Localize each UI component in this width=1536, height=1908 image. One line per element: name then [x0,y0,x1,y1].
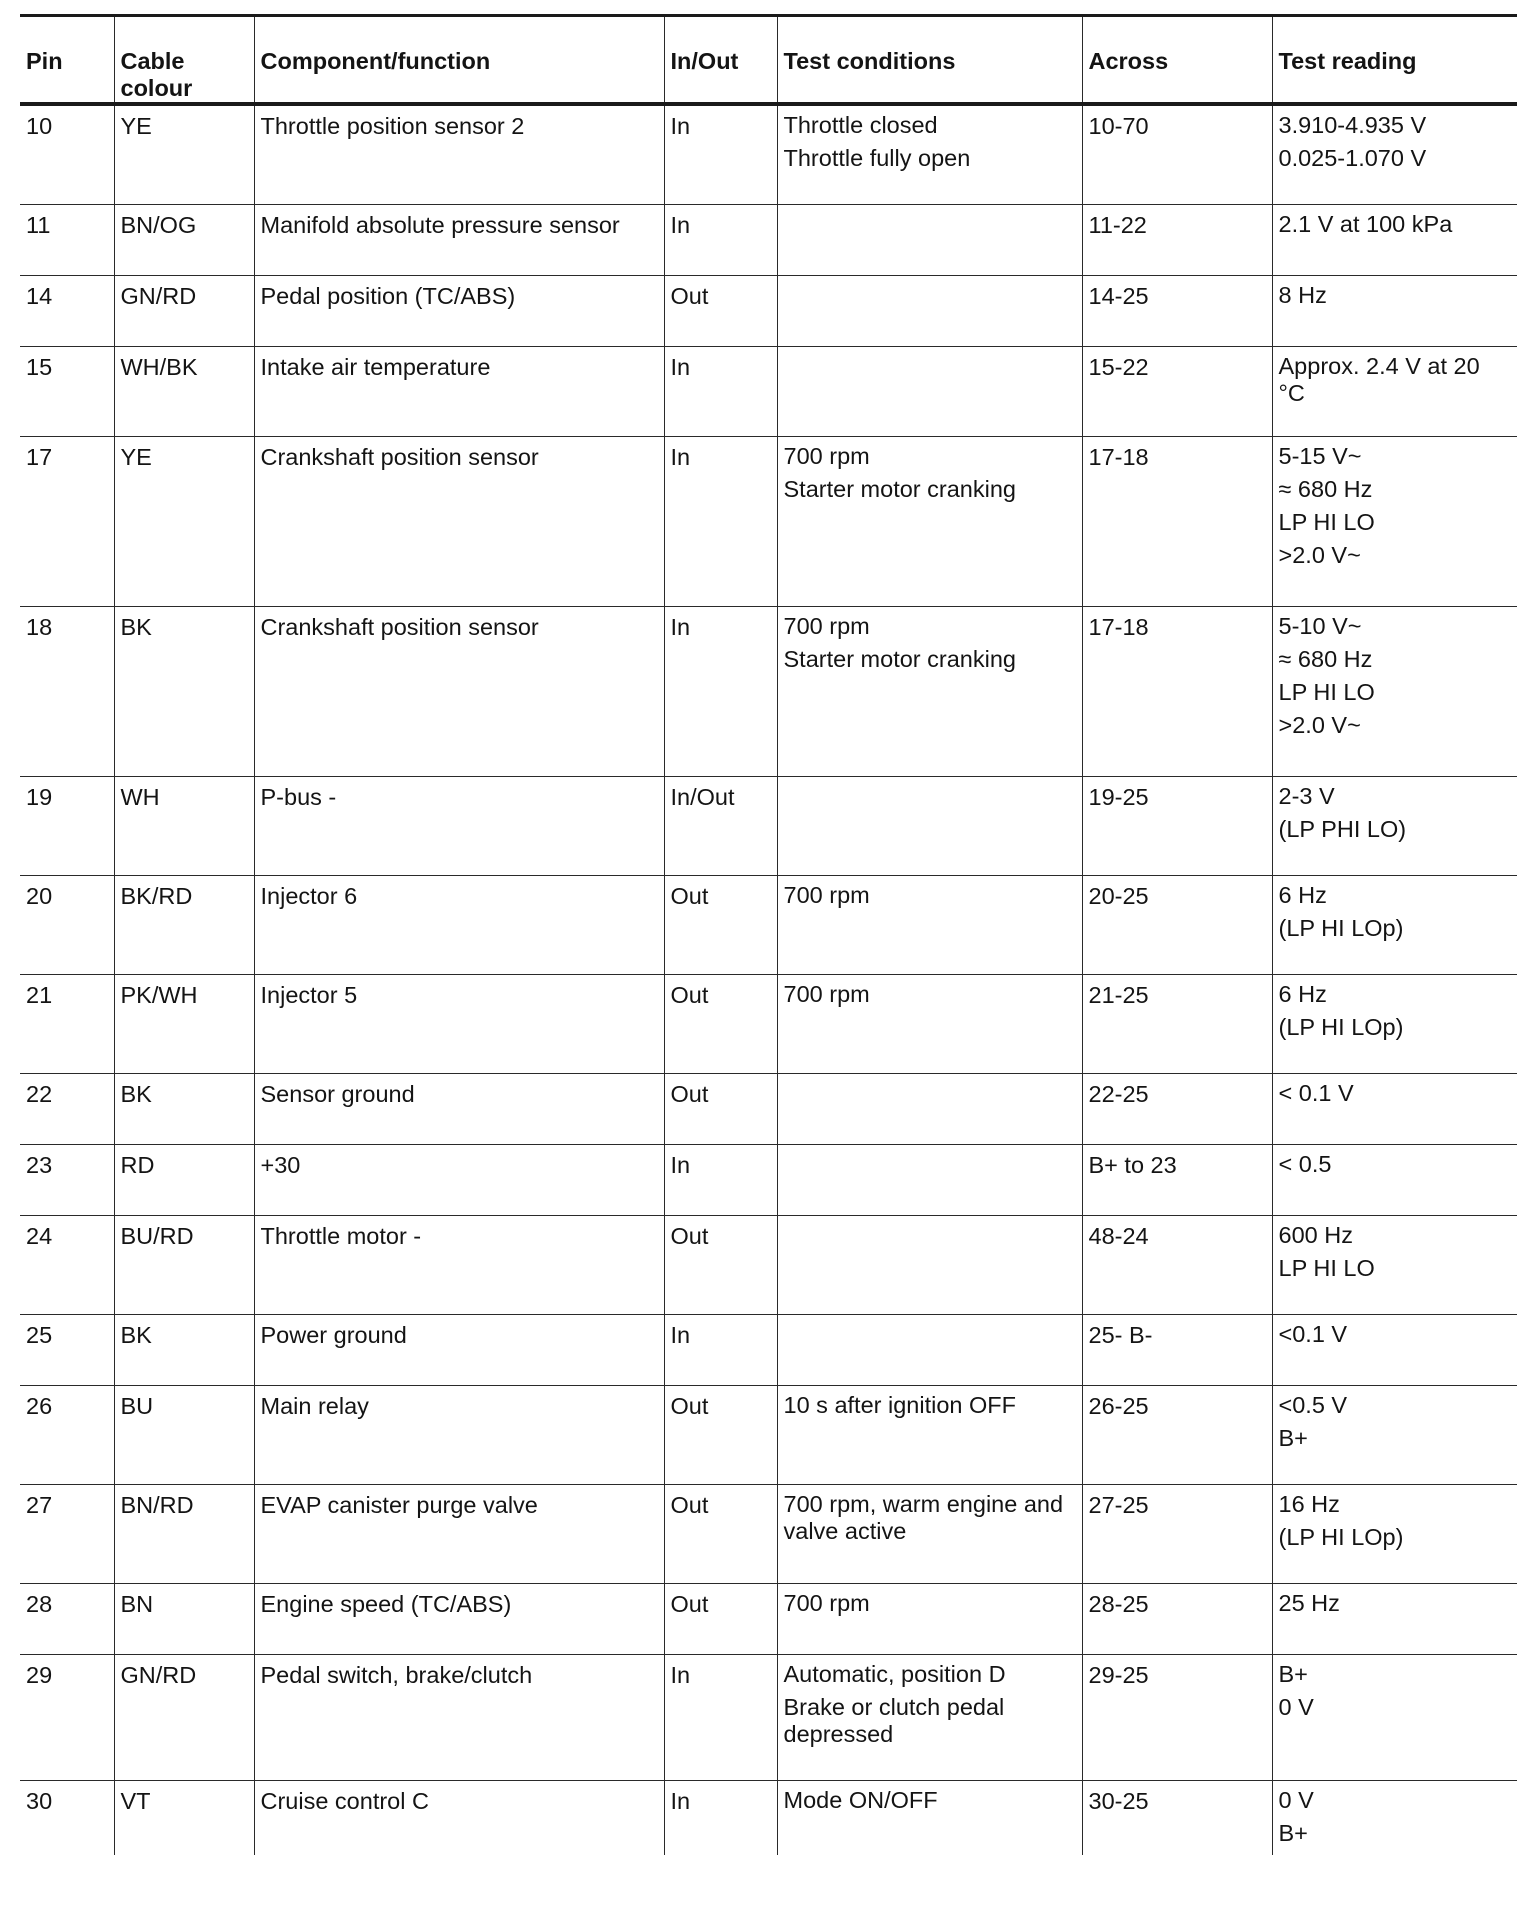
test-conditions-cell [777,1215,1082,1314]
test-conditions-line: 10 s after ignition OFF [783,1391,1016,1418]
test-reading-line: (LP HI LOp) [1278,914,1404,941]
test-conditions-cell [777,275,1082,346]
pin-cell: 22 [20,1073,114,1144]
test-reading-line: 5-15 V~ [1278,442,1362,469]
cable-colour-cell: YE [114,104,254,204]
in-out-cell: Out [664,1073,777,1144]
pin-cell: 23 [20,1144,114,1215]
component-cell: P-bus - [254,776,664,875]
across-cell: 10-70 [1082,104,1272,204]
in-out-cell: In [664,1780,777,1855]
header-pin: Pin [20,16,114,105]
table-row [20,776,1517,875]
component-cell: Engine speed (TC/ABS) [254,1583,664,1654]
test-reading-cell [1272,104,1517,204]
cable-colour-cell: BK/RD [114,875,254,974]
table-body [20,104,1517,1855]
test-conditions-line: Throttle closed [783,112,938,138]
across-cell: 19-25 [1082,776,1272,875]
test-conditions-cell [777,1144,1082,1215]
test-reading-line: (LP HI LOp) [1278,1013,1404,1040]
test-conditions-cell [777,346,1082,436]
component-cell: Main relay [254,1385,664,1484]
cable-colour-cell: BN/OG [114,204,254,275]
pin-cell: 18 [20,606,114,776]
table-row [20,1314,1517,1385]
component-cell: Manifold absolute pressure sensor [254,204,664,275]
cable-colour-cell: BU/RD [114,1215,254,1314]
test-reading-line: (LP HI LOp) [1278,1523,1404,1550]
header-test-conditions: Test conditions [777,16,1082,105]
in-out-cell: In [664,346,777,436]
table-row [20,104,1517,204]
table-row [20,974,1517,1073]
test-conditions-cell [777,104,1082,204]
test-reading-line: 25 Hz [1278,1589,1340,1616]
table-row [20,1073,1517,1144]
across-cell: 27-25 [1082,1484,1272,1583]
test-conditions-line: 700 rpm [783,612,870,639]
pin-test-table [20,14,1517,1855]
pin-cell: 15 [20,346,114,436]
test-conditions-line: Automatic, position D [783,1660,1006,1687]
test-reading-cell [1272,776,1517,875]
test-conditions-cell [777,1314,1082,1385]
across-cell: 29-25 [1082,1654,1272,1780]
cable-colour-cell: PK/WH [114,974,254,1073]
pin-cell: 19 [20,776,114,875]
pin-cell: 28 [20,1583,114,1654]
in-out-cell: In [664,204,777,275]
pin-cell: 25 [20,1314,114,1385]
table-row [20,1780,1517,1855]
test-reading-cell [1272,974,1517,1073]
in-out-cell: Out [664,1484,777,1583]
test-reading-cell [1272,204,1517,275]
pin-cell: 24 [20,1215,114,1314]
test-reading-line: >2.0 V~ [1278,711,1361,738]
cable-colour-cell: BK [114,1314,254,1385]
test-reading-line: 0 V [1278,1786,1314,1813]
component-cell: Crankshaft position sensor [254,436,664,606]
test-reading-cell [1272,875,1517,974]
test-reading-cell [1272,1215,1517,1314]
cable-colour-cell: VT [114,1780,254,1855]
test-reading-cell [1272,275,1517,346]
test-reading-line: B+ [1278,1660,1308,1687]
table-row [20,1385,1517,1484]
across-cell: 25- B- [1082,1314,1272,1385]
pin-cell: 20 [20,875,114,974]
across-cell: 48-24 [1082,1215,1272,1314]
test-conditions-cell [777,1073,1082,1144]
table-row [20,875,1517,974]
test-conditions-line: 700 rpm, warm engine and valve active [783,1490,1064,1544]
header-across: Across [1082,16,1272,105]
in-out-cell: In [664,104,777,204]
test-conditions-cell [777,1780,1082,1855]
test-reading-line: <0.1 V [1278,1320,1348,1347]
pin-cell: 21 [20,974,114,1073]
component-cell: Crankshaft position sensor [254,606,664,776]
test-reading-line: < 0.1 V [1278,1079,1354,1106]
test-reading-line: 6 Hz [1278,881,1327,908]
test-reading-line: B+ [1278,1424,1308,1451]
table-row [20,1583,1517,1654]
cable-colour-cell: YE [114,436,254,606]
test-reading-cell [1272,1583,1517,1654]
table-row [20,1215,1517,1314]
component-cell: Injector 5 [254,974,664,1073]
across-cell: 22-25 [1082,1073,1272,1144]
test-reading-line: 5-10 V~ [1278,612,1362,639]
pin-cell: 17 [20,436,114,606]
pin-cell: 10 [20,104,114,204]
across-cell: 21-25 [1082,974,1272,1073]
test-reading-cell [1272,1385,1517,1484]
across-cell: 17-18 [1082,436,1272,606]
table-header-row [20,16,1517,105]
cable-colour-cell: BK [114,606,254,776]
cable-colour-cell: BK [114,1073,254,1144]
test-reading-line: LP HI LO [1278,1254,1375,1281]
component-cell: Cruise control C [254,1780,664,1855]
cable-colour-cell: GN/RD [114,275,254,346]
test-conditions-line: 700 rpm [783,980,870,1007]
across-cell: 15-22 [1082,346,1272,436]
test-conditions-line: Mode ON/OFF [783,1786,938,1813]
test-reading-cell [1272,436,1517,606]
component-cell: +30 [254,1144,664,1215]
test-reading-line: ≈ 680 Hz [1278,475,1373,502]
component-cell: Pedal position (TC/ABS) [254,275,664,346]
test-conditions-line: 700 rpm [783,881,870,908]
header-in-out: In/Out [664,16,777,105]
test-reading-line: 2.1 V at 100 kPa [1278,210,1453,237]
cable-colour-cell: BN [114,1583,254,1654]
test-conditions-cell [777,1385,1082,1484]
cable-colour-cell: GN/RD [114,1654,254,1780]
test-reading-cell [1272,1484,1517,1583]
cable-colour-cell: BU [114,1385,254,1484]
cable-colour-cell: RD [114,1144,254,1215]
test-reading-line: 0.025-1.070 V [1278,145,1427,171]
test-reading-line: ≈ 680 Hz [1278,645,1373,672]
test-reading-line: 600 Hz [1278,1221,1353,1248]
in-out-cell: Out [664,875,777,974]
test-reading-cell [1272,1654,1517,1780]
test-reading-cell [1272,1073,1517,1144]
across-cell: 28-25 [1082,1583,1272,1654]
table-row [20,1484,1517,1583]
test-reading-cell [1272,346,1517,436]
test-reading-line: 6 Hz [1278,980,1327,1007]
test-conditions-line: Starter motor cranking [783,475,1016,502]
component-cell: Sensor ground [254,1073,664,1144]
test-reading-line: B+ [1278,1819,1308,1846]
table-row [20,204,1517,275]
test-reading-line: LP HI LO [1278,678,1375,705]
test-conditions-cell [777,776,1082,875]
in-out-cell: In [664,1654,777,1780]
table-row [20,436,1517,606]
across-cell: 17-18 [1082,606,1272,776]
test-reading-line: 3.910-4.935 V [1278,112,1427,138]
in-out-cell: In [664,606,777,776]
in-out-cell: In [664,436,777,606]
in-out-cell: Out [664,1385,777,1484]
header-component-function: Component/function [254,16,664,105]
test-conditions-line: Brake or clutch pedal depressed [783,1693,1005,1747]
pin-cell: 11 [20,204,114,275]
table-row [20,606,1517,776]
header-test-reading: Test reading [1272,16,1517,105]
test-reading-line: (LP PHI LO) [1278,815,1407,842]
component-cell: Injector 6 [254,875,664,974]
test-reading-line: 8 Hz [1278,281,1327,308]
cable-colour-cell: WH/BK [114,346,254,436]
test-conditions-cell [777,606,1082,776]
test-conditions-line: 700 rpm [783,1589,870,1616]
in-out-cell: In [664,1144,777,1215]
table-row [20,1654,1517,1780]
pin-cell: 14 [20,275,114,346]
test-reading-line: <0.5 V [1278,1391,1348,1418]
test-reading-cell [1272,1314,1517,1385]
cable-colour-cell: WH [114,776,254,875]
test-conditions-line: Throttle fully open [783,145,971,171]
across-cell: B+ to 23 [1082,1144,1272,1215]
test-reading-line: 2-3 V [1278,782,1335,809]
test-conditions-cell [777,1484,1082,1583]
test-conditions-cell [777,974,1082,1073]
component-cell: Pedal switch, brake/clutch [254,1654,664,1780]
in-out-cell: Out [664,275,777,346]
in-out-cell: In [664,1314,777,1385]
pin-cell: 26 [20,1385,114,1484]
test-reading-line: 0 V [1278,1693,1314,1720]
test-reading-cell [1272,1780,1517,1855]
test-reading-line: < 0.5 [1278,1150,1332,1177]
test-reading-cell [1272,1144,1517,1215]
pin-cell: 27 [20,1484,114,1583]
test-reading-line: 16 Hz [1278,1490,1340,1517]
pin-cell: 30 [26,1787,53,1814]
table-row [20,346,1517,436]
test-reading-line: LP HI LO [1278,508,1375,535]
in-out-cell: Out [664,974,777,1073]
test-conditions-cell [777,1654,1082,1780]
table-row [20,275,1517,346]
component-cell: Throttle position sensor 2 [254,104,664,204]
in-out-cell: Out [664,1215,777,1314]
test-conditions-line: 700 rpm [783,442,870,469]
test-conditions-cell [777,436,1082,606]
test-conditions-cell [777,204,1082,275]
in-out-cell: Out [664,1583,777,1654]
across-cell: 30-25 [1082,1780,1272,1855]
across-cell: 14-25 [1082,275,1272,346]
test-reading-cell [1272,606,1517,776]
test-conditions-line: Starter motor cranking [783,645,1016,672]
component-cell: Throttle motor - [254,1215,664,1314]
pin-cell: 29 [20,1654,114,1780]
test-reading-line: Approx. 2.4 V at 20 °C [1278,352,1480,406]
in-out-cell: In/Out [664,776,777,875]
across-cell: 26-25 [1082,1385,1272,1484]
component-cell: Power ground [254,1314,664,1385]
test-reading-line: >2.0 V~ [1278,541,1361,568]
component-cell: Intake air temperature [254,346,664,436]
header-cable-colour: Cable colour [114,16,254,105]
component-cell: EVAP canister purge valve [254,1484,664,1583]
test-conditions-cell [777,1583,1082,1654]
table-row [20,1144,1517,1215]
test-conditions-cell [777,875,1082,974]
cable-colour-cell: BN/RD [114,1484,254,1583]
across-cell: 20-25 [1082,875,1272,974]
across-cell: 11-22 [1082,204,1272,275]
